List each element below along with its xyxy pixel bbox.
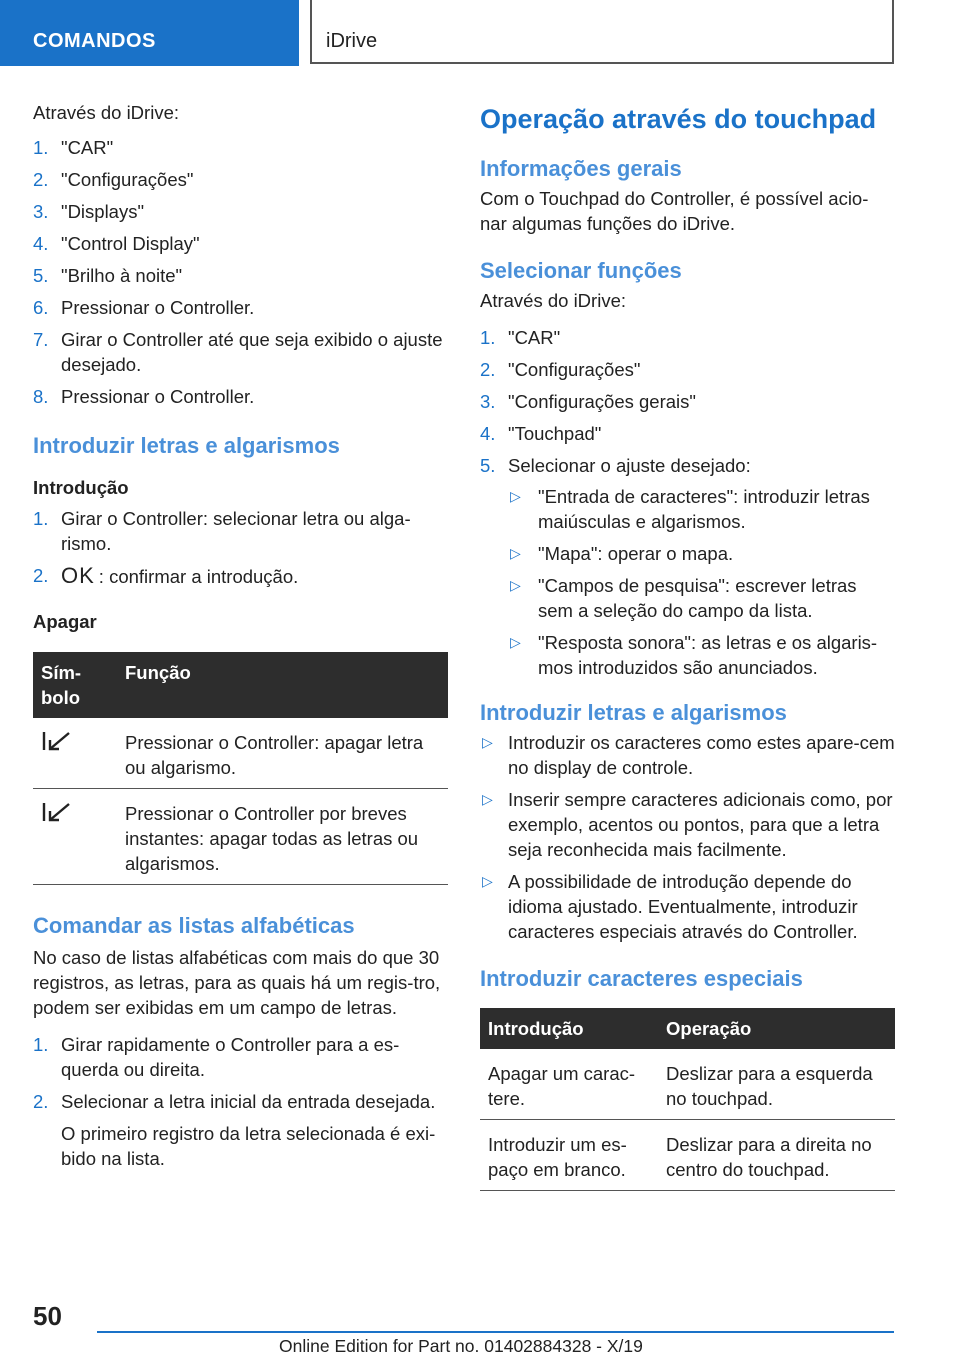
section-tab (0, 0, 299, 66)
table-row: Pressionar o Controller: apagar letra ou algarismo. (33, 718, 448, 789)
select-steps (480, 325, 895, 680)
list-item: ▷ Inserir sempre caracteres adicionais como, por exemplo, acentos ou pontos, para que a letra seja reconhecida mais facilmente. (482, 789, 893, 860)
chapter-tab (310, 0, 894, 64)
right-column (480, 102, 895, 1191)
list-item: 5. "Brilho à noite" (33, 265, 183, 286)
table-header: Sím-bolo (33, 652, 117, 718)
ok-icon: OK (61, 563, 95, 588)
table-row: Introduzir um es-paço em branco. Deslizar para a direita no centro do touchpad. (480, 1120, 895, 1191)
table-row: Pressionar o Controller por breves instantes: apagar todas as letras ou algarismos. (33, 789, 448, 885)
backspace-icon (41, 801, 71, 823)
list-item: 5. Selecionar o ajuste desejado: ▷ "Entrada de caracteres": introduzir letras maiúsculas e algarismos. ▷ "Mapa": operar o mapa. ▷ "Campos de pesquisa": escrever letras sem a seleção do campo da lista. ▷ "Resposta sonora": as letras e os algaris-mos introduzidos são anunciados. (480, 453, 895, 680)
letters-bullets (480, 730, 895, 944)
lists-note: O primeiro registro da letra selecionada é exi-bido na lista. (61, 1123, 436, 1169)
backspace-icon (41, 730, 71, 752)
lists-paragraph: No caso de listas alfabéticas com mais do que 30 registros, as letras, para as quais há um regis-tro, podem ser exibidas em um campo de letras. (33, 947, 441, 1018)
list-item: 1. Girar rapidamente o Controller para a es-querda ou direita. (33, 1034, 400, 1080)
list-item: ▷ "Entrada de caracteres": introduzir letras maiúsculas e algarismos. (510, 486, 870, 532)
heading-letters-right: Introduzir letras e algarismos (480, 700, 787, 725)
intro-steps (33, 506, 448, 589)
list-item: 2. "Configurações" (480, 359, 641, 380)
heading-letters: Introduzir letras e algarismos (33, 433, 340, 458)
list-item: ▷ "Mapa": operar o mapa. (510, 543, 734, 564)
heading-select: Selecionar funções (480, 258, 682, 283)
general-paragraph: Com o Touchpad do Controller, é possível acio-nar algumas funções do iDrive. (480, 188, 869, 234)
list-item: 3. "Displays" (33, 201, 145, 222)
list-item: ▷ Introduzir os caracteres como estes apare-cem no display de controle. (482, 732, 895, 778)
chapter-title: iDrive (326, 30, 378, 52)
list-item: 1. "CAR" (33, 137, 114, 158)
heading-delete: Apagar (33, 611, 97, 632)
list-item: 1. "CAR" (480, 327, 561, 348)
special-table (480, 1008, 895, 1191)
list-item: 6. Pressionar o Controller. (33, 297, 255, 318)
list-item: 4. "Control Display" (33, 233, 200, 254)
heading-intro: Introdução (33, 477, 129, 498)
table-row: Apagar um carac-tere. Deslizar para a esquerda no touchpad. (480, 1049, 895, 1120)
list-item: 2. Selecionar a letra inicial da entrada desejada. (33, 1091, 436, 1112)
list-item: ▷ "Resposta sonora": as letras e os algaris-mos introduzidos são anunciados. (510, 632, 878, 678)
list-item: 8. Pressionar o Controller. (33, 386, 255, 407)
table-header: Função (117, 652, 448, 718)
footer-edition: Online Edition for Part no. 01402884328 - X/19 (279, 1336, 643, 1356)
steps-list (33, 135, 448, 409)
list-item: 2. "Configurações" (33, 169, 194, 190)
list-item: ▷ A possibilidade de introdução depende do idioma ajustado. Eventualmente, introduzir caracteres especiais através do Controller. (482, 871, 858, 942)
heading-general: Informações gerais (480, 156, 682, 181)
intro-text: Através do iDrive: (480, 290, 626, 311)
table-header: Introdução (480, 1008, 658, 1049)
delete-table (33, 652, 448, 885)
list-item: ▷ "Campos de pesquisa": escrever letras sem a seleção do campo da lista. (510, 575, 857, 621)
footer-divider (97, 1331, 894, 1333)
list-item: 1. Girar o Controller: selecionar letra ou alga-rismo. (33, 508, 411, 554)
table-header: Operação (658, 1008, 895, 1049)
section-title: COMANDOS (33, 30, 156, 52)
lists-steps (33, 1032, 448, 1114)
list-item: 2. OK : confirmar a introdução. (33, 563, 299, 588)
heading-touchpad: Operação através do touchpad (480, 104, 877, 134)
sub-options (508, 484, 895, 680)
page-number: 50 (33, 1301, 62, 1331)
list-item: 3. "Configurações gerais" (480, 391, 696, 412)
heading-special: Introduzir caracteres especiais (480, 966, 803, 991)
left-column (33, 100, 448, 1171)
heading-lists: Comandar as listas alfabéticas (33, 913, 355, 938)
intro-text: Através do iDrive: (33, 102, 179, 123)
list-item: 7. Girar o Controller até que seja exibido o ajuste desejado. (33, 329, 443, 375)
list-item: 4. "Touchpad" (480, 423, 602, 444)
